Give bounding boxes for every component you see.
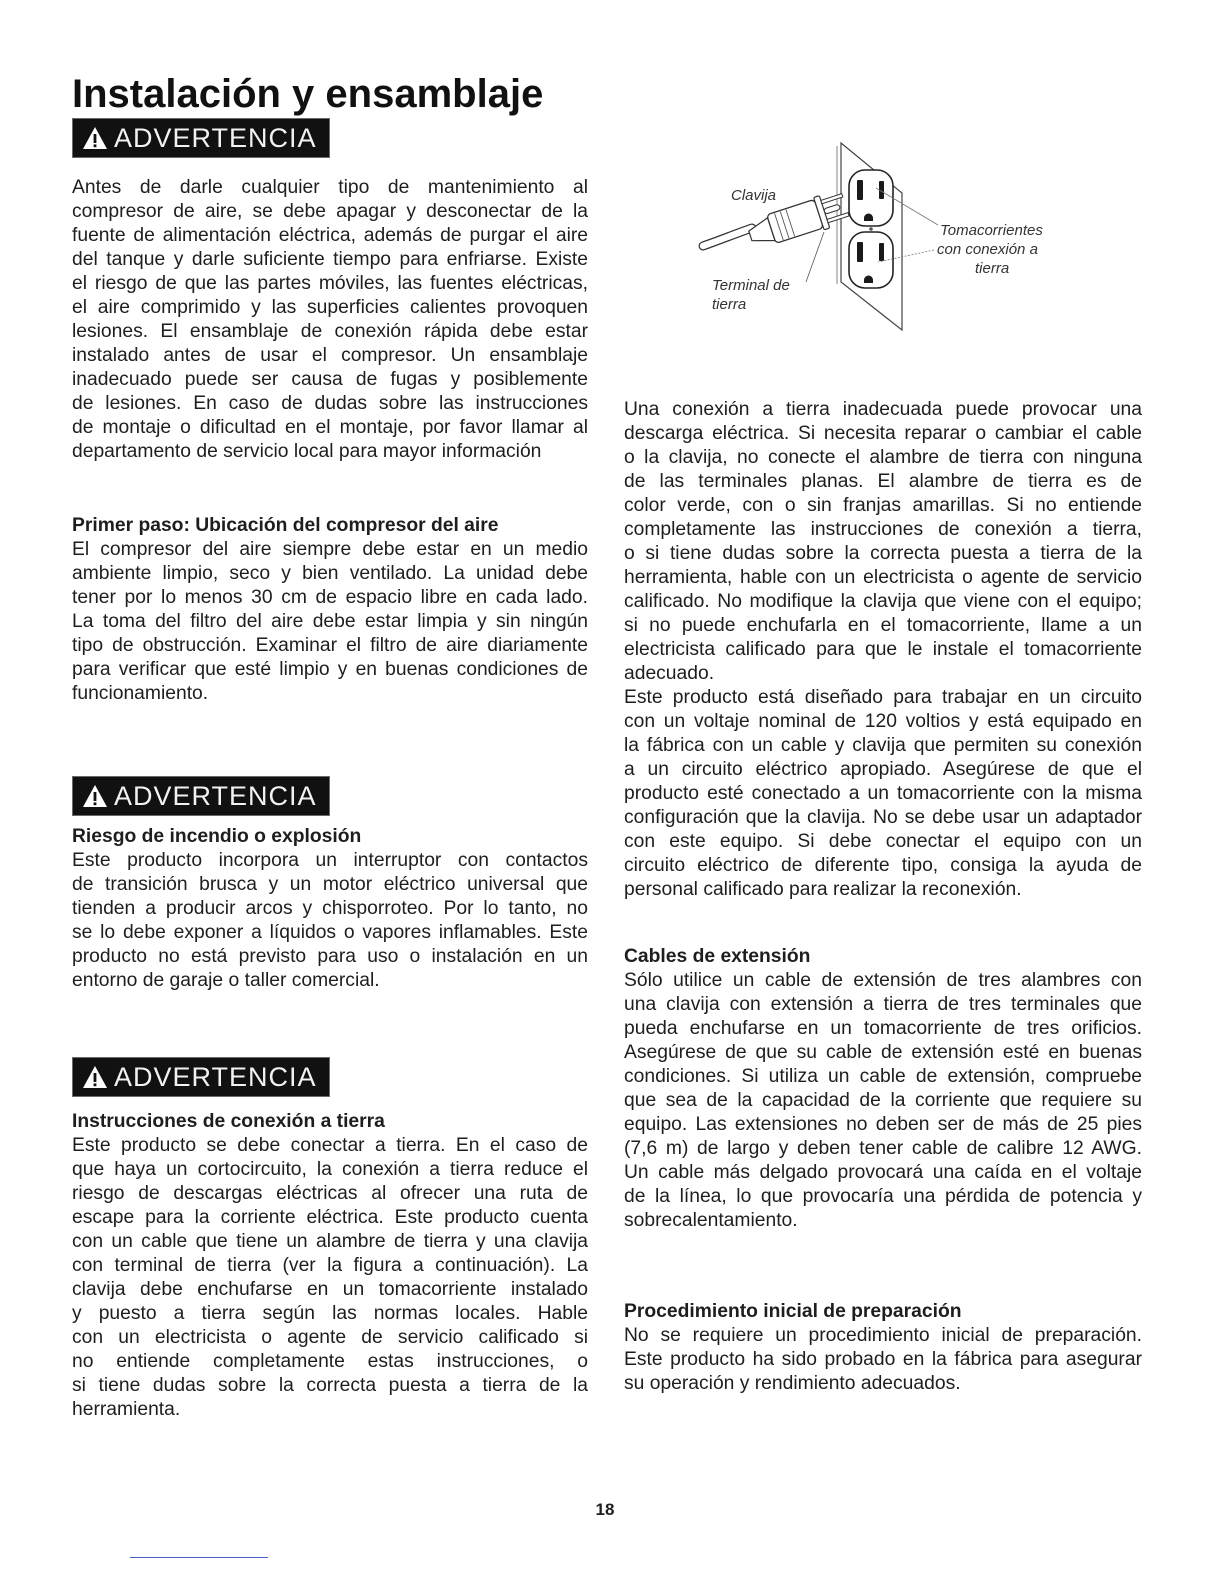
text-line: si tiene dudas sobre la correcta puesta a tierra de la xyxy=(72,1375,588,1396)
text-line: La toma del filtro del aire debe estar limpia y sin ningún xyxy=(72,611,588,632)
warning-badge xyxy=(72,118,330,158)
text-line: para verificar que esté limpio y en buenas condiciones de xyxy=(72,659,588,680)
section-body xyxy=(624,1324,1142,1396)
text-line: personal calificado para realizar la reconexión. xyxy=(624,879,1022,900)
text-line: ambiente limpio, seco y bien ventilado. La unidad debe xyxy=(72,563,588,584)
section-grounding-details xyxy=(624,398,1142,902)
text-line: del tanque y darle suficiente tiempo para enfriarse. Existe xyxy=(72,249,588,270)
text-line: herramienta, hable con un electricista o agente de servicio xyxy=(624,567,1142,588)
text-line: lesiones. El ensamblaje de conexión rápida debe estar xyxy=(72,321,588,342)
section-heading: Riesgo de incendio o explosión xyxy=(72,826,362,847)
text-line: producto esté conectado a un tomacorriente con la misma xyxy=(624,783,1142,804)
text-line: producto no está previsto para uso o instalación en un xyxy=(72,946,588,967)
text-line: inadecuado puede ser causa de fugas y posiblemente xyxy=(72,369,588,390)
section-heading: Procedimiento inicial de preparación xyxy=(624,1301,962,1322)
text-line: escape para la corriente eléctrica. Este producto cuenta xyxy=(72,1207,588,1228)
text-line: equipo. Las extensiones no deben ser de más de 25 pies xyxy=(624,1114,1142,1135)
text-line: su operación y rendimiento adecuados. xyxy=(624,1373,961,1394)
text-line: Este producto ha sido probado en la fábrica para asegurar xyxy=(624,1349,1142,1370)
warning-badge-label: ADVERTENCIA xyxy=(114,1062,317,1092)
ground-terminal-label-line: Terminal de xyxy=(712,277,790,294)
text-line: El compresor del aire siempre debe estar en un medio xyxy=(72,539,588,560)
text-line: departamento de servicio local para mayor información xyxy=(72,441,542,462)
text-line: el aire comprimido y las superficies calientes provoquen xyxy=(72,297,588,318)
text-line: Una conexión a tierra inadecuada puede provocar una xyxy=(624,399,1142,420)
text-line: a un circuito eléctrico apropiado. Asegúrese de que el xyxy=(624,759,1142,780)
warning-badge-label: ADVERTENCIA xyxy=(114,123,317,153)
text-line: con un cable que tiene un alambre de tierra y una clavija xyxy=(72,1231,588,1252)
paragraph xyxy=(72,176,588,464)
text-line: de lesiones. En caso de dudas sobre las instrucciones xyxy=(72,393,588,414)
text-line: fuente de alimentación eléctrica, además de purgar el aire xyxy=(72,225,588,246)
section-fire-risk xyxy=(72,825,588,993)
text-line: si no puede enchufarla en el tomacorriente, llame a un xyxy=(624,615,1142,636)
text-line: que sea de la capacidad de la corriente que requiere su xyxy=(624,1090,1142,1111)
text-line: riesgo de descargas eléctricas al ofrecer una ruta de xyxy=(72,1183,588,1204)
outlets-label-line: tierra xyxy=(975,260,1010,277)
text-line: Este producto se debe conectar a tierra. En el caso de xyxy=(72,1135,588,1156)
text-line: instalado antes de usar el compresor. Un ensamblaje xyxy=(72,345,588,366)
text-line: de las terminales planas. El alambre de tierra es de xyxy=(624,471,1142,492)
text-line: Sólo utilice un cable de extensión de tres alambres con xyxy=(624,970,1142,991)
section-heading: Cables de extensión xyxy=(624,946,811,967)
text-line: completamente las instrucciones de conexión a tierra, xyxy=(624,519,1142,540)
plate-screw xyxy=(869,227,873,231)
section-body xyxy=(72,538,588,706)
section-heading: Instrucciones de conexión a tierra xyxy=(72,1111,385,1132)
warning-badge xyxy=(72,776,330,816)
ground-terminal-label-line: tierra xyxy=(712,296,747,313)
text-line: funcionamiento. xyxy=(72,683,209,704)
section-body xyxy=(72,1134,588,1422)
page-title: Instalación y ensamblaje xyxy=(72,72,544,116)
text-line: calificado. No modifique la clavija que viene con el equipo; xyxy=(624,591,1142,612)
text-line: adecuado. xyxy=(624,663,715,684)
section-body xyxy=(72,176,588,464)
section-compressor-location xyxy=(72,514,588,706)
text-line: tener por lo menos 30 cm de espacio libre en cada lado. xyxy=(72,587,588,608)
text-line: y puesto a tierra según las normas locales. Hable xyxy=(72,1303,588,1324)
section-initial-setup xyxy=(624,1300,1142,1396)
text-line: el riesgo de que las partes móviles, las fuentes eléctricas, xyxy=(72,273,588,294)
text-line: tienden a producir arcos y chisporroteo. Por lo tanto, no xyxy=(72,898,588,919)
plug-cord xyxy=(703,228,752,246)
text-line: o la clavija, no conecte el alambre de tierra con ninguna xyxy=(624,447,1142,468)
paragraph xyxy=(624,1324,1142,1396)
outlet-upper xyxy=(849,170,893,226)
section-heading: Primer paso: Ubicación del compresor del aire xyxy=(72,515,499,536)
text-line: compresor de aire, se debe apagar y desconectar de la xyxy=(72,201,588,222)
text-line: Este producto está diseñado para trabajar en un circuito xyxy=(624,687,1142,708)
text-line: color verde, con o sin franjas amarillas. Si no entiende xyxy=(624,495,1142,516)
text-line: No se requiere un procedimiento inicial de preparación. xyxy=(624,1325,1142,1346)
text-line: con un voltaje nominal de 120 voltios y está equipado en xyxy=(624,711,1142,732)
section-body xyxy=(72,849,588,993)
text-line: Antes de darle cualquier tipo de mantenimiento al xyxy=(72,177,588,198)
plug-label: Clavija xyxy=(731,187,777,204)
text-line: no entiende completamente estas instrucciones, o xyxy=(72,1351,588,1372)
ground-prong xyxy=(824,204,841,214)
text-line: con este equipo. Si debe conectar el equipo con un xyxy=(624,831,1142,852)
text-line: con terminal de tierra (ver la figura a continuación). La xyxy=(72,1255,588,1276)
paragraph xyxy=(624,686,1142,902)
section-body xyxy=(624,969,1142,1233)
text-line: o si tiene dudas sobre la correcta puesta a tierra de la xyxy=(624,543,1142,564)
text-line: electricista calificado para que le instale el tomacorriente xyxy=(624,639,1142,660)
text-line: de la línea, lo que provocaría una pérdida de potencia y xyxy=(624,1186,1142,1207)
text-line: sobrecalentamiento. xyxy=(624,1210,798,1231)
text-line: pueda enchufarse en un tomacorriente de tres orificios. xyxy=(624,1018,1142,1039)
text-line: entorno de garaje o taller comercial. xyxy=(72,970,380,991)
warning-badge xyxy=(72,1057,330,1097)
warning-triangle-icon xyxy=(82,784,108,808)
leader-line-ground-terminal xyxy=(806,232,824,282)
text-line: Un cable más delgado provocará una caída en el voltaje xyxy=(624,1162,1142,1183)
text-line: circuito eléctrico de diferente tipo, consiga la ayuda de xyxy=(624,855,1142,876)
text-line: con un electricista o agente de servicio calificado si xyxy=(72,1327,588,1348)
text-line: Asegúrese de que su cable de extensión esté en buenas xyxy=(624,1042,1142,1063)
text-line: una clavija con extensión a tierra de tres terminales que xyxy=(624,994,1142,1015)
text-line: se lo debe exponer a líquidos o vapores inflamables. Este xyxy=(72,922,588,943)
warning-triangle-icon xyxy=(82,126,108,150)
paragraph xyxy=(72,849,588,993)
paragraph xyxy=(72,538,588,706)
warning-badge-label: ADVERTENCIA xyxy=(114,781,317,811)
text-line: de montaje o dificultad en el montaje, por favor llamar al xyxy=(72,417,588,438)
section-body xyxy=(624,398,1142,902)
text-line: descarga eléctrica. Si necesita reparar o cambiar el cable xyxy=(624,423,1142,444)
text-line: Este producto incorpora un interruptor con contactos xyxy=(72,850,588,871)
paragraph xyxy=(72,1134,588,1422)
outlets-label-line: con conexión a xyxy=(937,241,1038,258)
text-line: de transición brusca y un motor eléctrico universal que xyxy=(72,874,588,895)
text-line: condiciones. Si utiliza un cable de extensión, compruebe xyxy=(624,1066,1142,1087)
section-grounding-instructions xyxy=(72,1110,588,1422)
page-number: 18 xyxy=(595,1500,615,1519)
link-underline xyxy=(130,1557,268,1558)
paragraph xyxy=(624,969,1142,1233)
text-line: la fábrica con un cable y clavija que permiten su conexión xyxy=(624,735,1142,756)
text-line: que haya un cortocircuito, la conexión a tierra reduce el xyxy=(72,1159,588,1180)
paragraph xyxy=(624,398,1142,686)
text-line: (7,6 m) de largo y deben tener cable de calibre 12 AWG. xyxy=(624,1138,1142,1159)
text-line: configuración que la clavija. No se debe usar un adaptador xyxy=(624,807,1142,828)
outlet-lower xyxy=(849,232,893,288)
intro-warning-text xyxy=(72,176,588,464)
grounded-plug-figure xyxy=(690,130,1070,340)
text-line: herramienta. xyxy=(72,1399,181,1420)
text-line: clavija debe enchufarse en un tomacorriente instalado xyxy=(72,1279,588,1300)
section-extension-cords xyxy=(624,945,1142,1233)
text-line: tipo de obstrucción. Examinar el filtro de aire diariamente xyxy=(72,635,588,656)
plug-prong xyxy=(821,194,843,204)
outlets-label-line: Tomacorrientes xyxy=(940,222,1043,239)
warning-triangle-icon xyxy=(82,1065,108,1089)
